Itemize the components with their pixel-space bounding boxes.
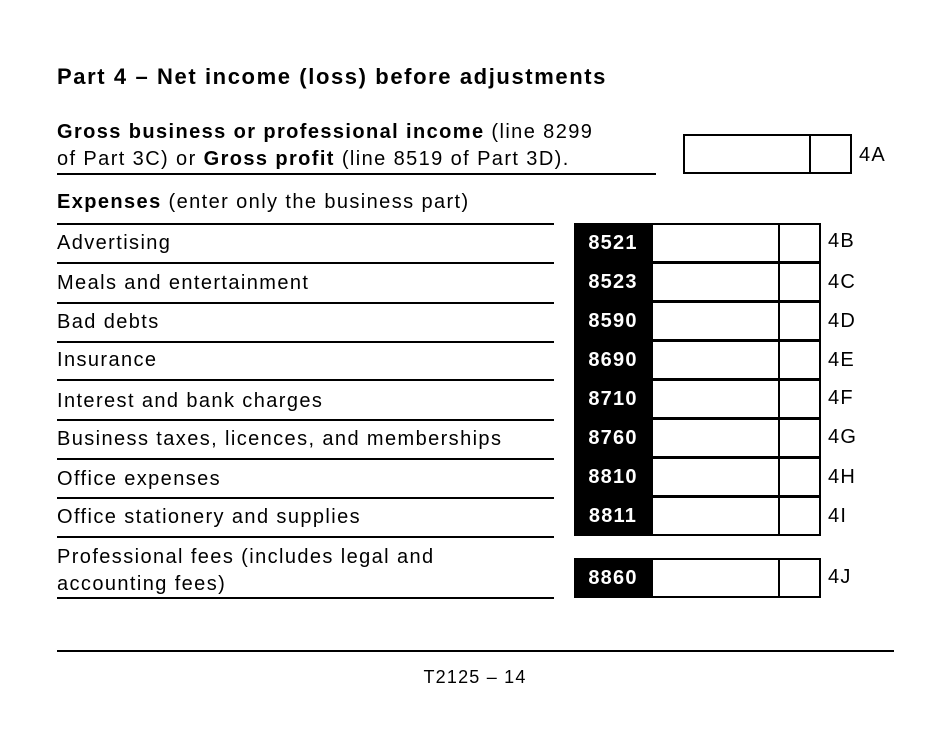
expense-code: 8690	[574, 340, 652, 380]
cents-divider	[778, 420, 780, 456]
gross-income-amount-field[interactable]	[683, 134, 852, 174]
expense-code: 8523	[574, 262, 652, 302]
expense-amount-field[interactable]	[651, 262, 821, 302]
expense-code: 8590	[574, 301, 652, 341]
expense-label: Bad debts	[57, 311, 160, 333]
expense-label: Office stationery and supplies	[57, 506, 362, 528]
cents-divider	[778, 459, 780, 495]
expense-label: Meals and entertainment	[57, 272, 310, 294]
expense-code: 8811	[574, 496, 652, 536]
cents-divider	[778, 381, 780, 417]
row-divider	[57, 223, 554, 225]
row-divider	[57, 497, 554, 499]
expense-label: Insurance	[57, 349, 158, 371]
line-ref: 4I	[828, 505, 848, 527]
row-divider	[57, 379, 554, 381]
expense-code: 8810	[574, 457, 652, 497]
expenses-heading-text: (enter only the business part)	[161, 191, 470, 213]
gross-income-text1: (line 8299	[484, 121, 594, 143]
line-ref: 4D	[828, 310, 856, 332]
line-ref: 4F	[828, 387, 854, 409]
expense-code: 8760	[574, 418, 652, 458]
expense-code: 8710	[574, 379, 652, 419]
expense-amount-field[interactable]	[651, 223, 821, 263]
expense-amount-field[interactable]	[651, 496, 821, 536]
row-divider	[57, 262, 554, 264]
line-ref-4j: 4J	[828, 566, 852, 588]
expense-label: Business taxes, licences, and memberships	[57, 428, 503, 450]
line-ref: 4C	[828, 271, 856, 293]
line-ref: 4E	[828, 349, 855, 371]
row-divider	[57, 597, 554, 599]
expense-code: 8521	[574, 223, 652, 263]
row-divider	[57, 458, 554, 460]
professional-fees-code: 8860	[574, 558, 652, 598]
expense-amount-field[interactable]	[651, 379, 821, 419]
expenses-heading	[57, 191, 470, 214]
cents-divider	[809, 136, 811, 172]
cents-divider	[778, 560, 780, 596]
gross-income-bold: Gross business or professional income	[57, 121, 485, 143]
row-divider	[57, 341, 554, 343]
part-title: Part 4 – Net income (loss) before adjustments	[57, 64, 608, 89]
row-divider	[57, 302, 554, 304]
gross-income-text3: (line 8519 of Part 3D).	[334, 148, 570, 170]
professional-fees-line2: accounting fees)	[57, 573, 227, 595]
expense-label: Interest and bank charges	[57, 390, 324, 412]
cents-divider	[778, 264, 780, 300]
gross-income-text2: of Part 3C) or	[57, 148, 204, 170]
expense-label: Office expenses	[57, 468, 222, 490]
page-number: T2125 – 14	[423, 667, 527, 687]
cents-divider	[778, 303, 780, 339]
expense-amount-field[interactable]	[651, 457, 821, 497]
professional-fees-label	[57, 544, 435, 598]
cents-divider	[778, 498, 780, 534]
expense-amount-field[interactable]	[651, 301, 821, 341]
line-ref: 4G	[828, 426, 858, 448]
cents-divider	[778, 342, 780, 378]
line-ref-4a: 4A	[859, 144, 886, 166]
gross-income-label	[57, 119, 593, 173]
row-divider	[57, 419, 554, 421]
line-ref: 4B	[828, 230, 855, 252]
professional-fees-line1: Professional fees (includes legal and	[57, 546, 435, 568]
cents-divider	[778, 225, 780, 261]
row-divider	[57, 536, 554, 538]
gross-income-underline	[57, 173, 656, 175]
expense-amount-field[interactable]	[651, 340, 821, 380]
expenses-heading-bold: Expenses	[57, 191, 162, 213]
expense-amount-field[interactable]	[651, 418, 821, 458]
footer-rule	[57, 650, 894, 652]
line-ref: 4H	[828, 466, 856, 488]
professional-fees-amount-field[interactable]	[651, 558, 821, 598]
gross-profit-bold: Gross profit	[203, 148, 335, 170]
expense-label: Advertising	[57, 232, 172, 254]
